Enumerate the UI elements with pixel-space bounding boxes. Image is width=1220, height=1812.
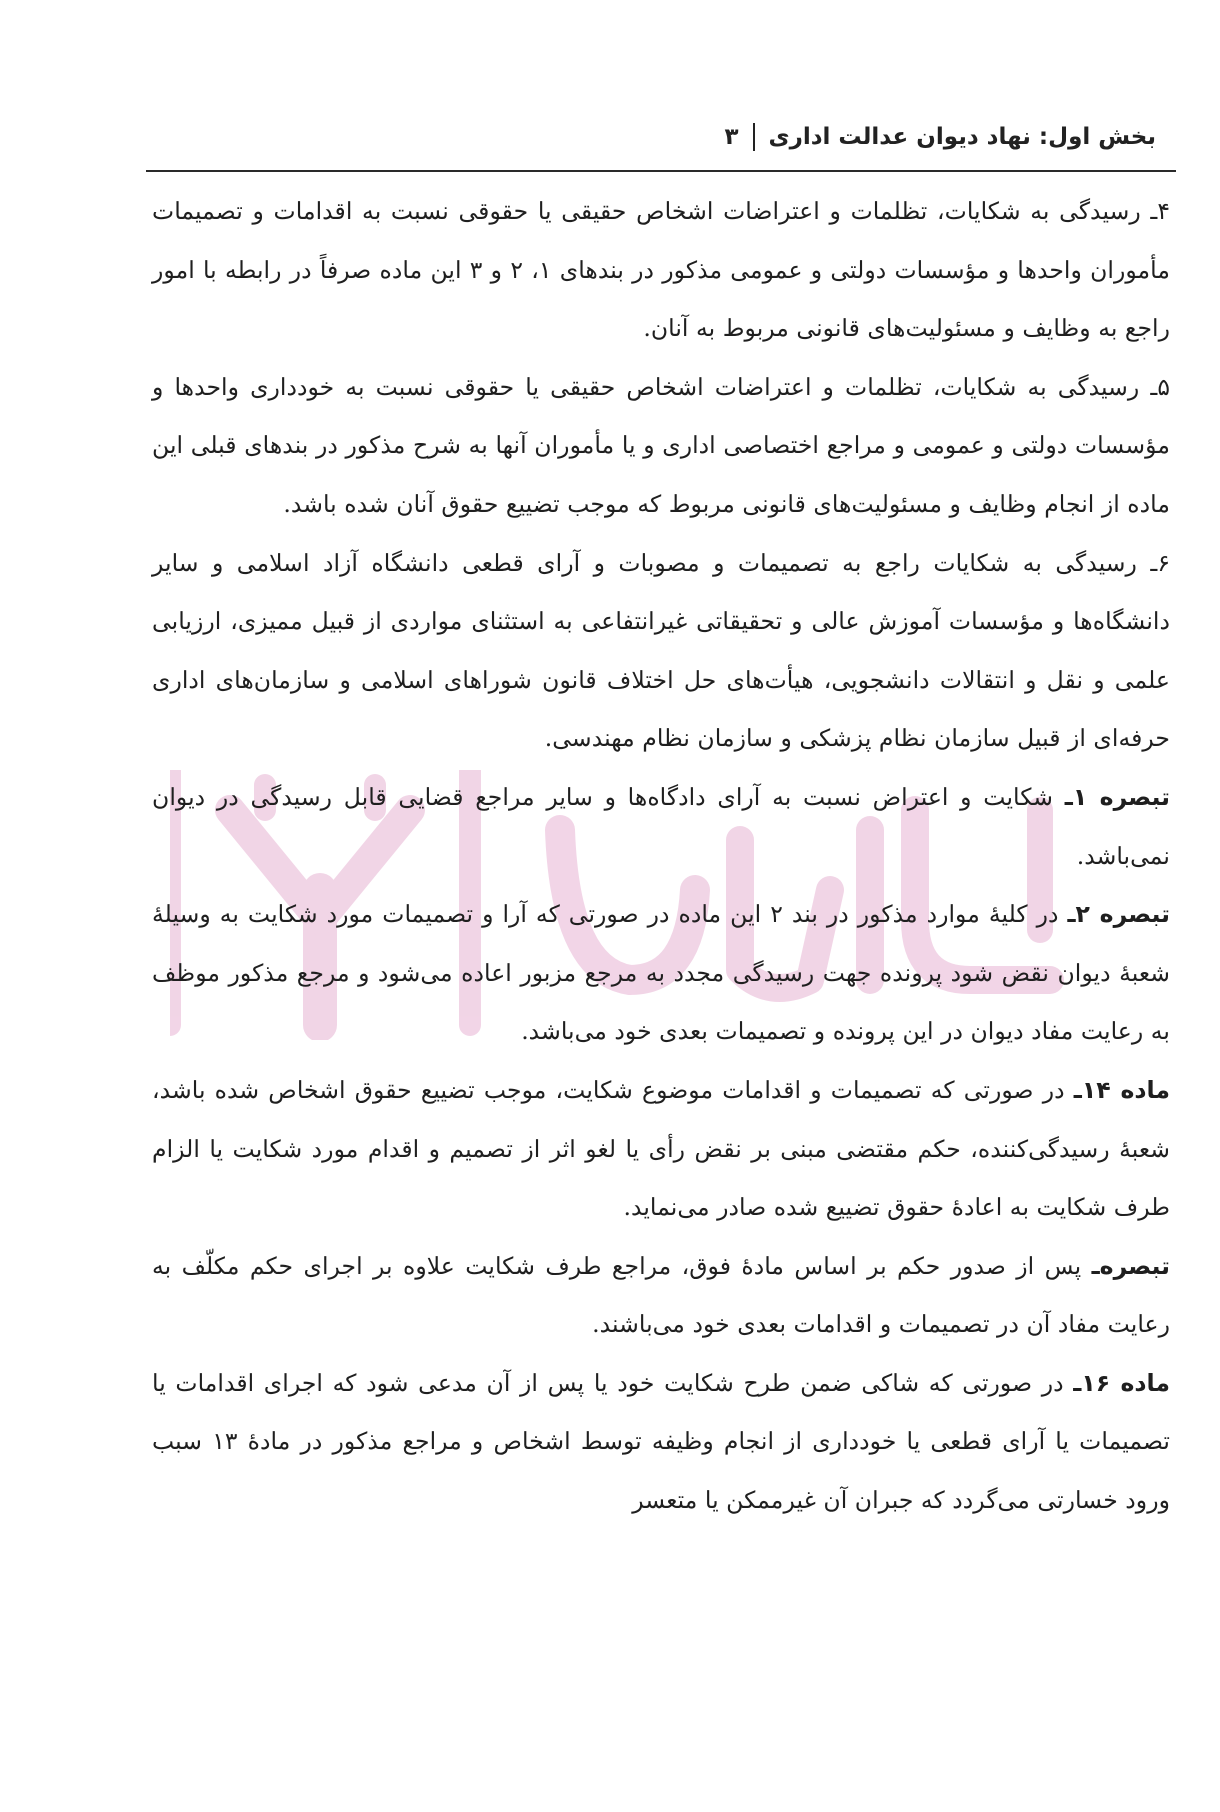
paragraph-article-14 bbox=[152, 1061, 1170, 1237]
section-title: بخش اول: نهاد دیوان عدالت اداری bbox=[768, 124, 1156, 150]
header-separator bbox=[753, 123, 755, 151]
paragraph-lead: تبصره ۱ـ bbox=[1064, 782, 1170, 811]
paragraph-note-1 bbox=[152, 768, 1170, 885]
paragraph-text: در صورتی که تصمیمات و اقدامات موضوع شکایت، موجب تضییع حقوق اشخاص شده باشد، شعبهٔ رسیدگی‌کننده، حکم مقتضی مبنی بر نقض رأی یا لغو اثر از تصمیم و اقدام مورد شکایت یا الزام طرف شکایت به اعادهٔ حقوق تضییع شده صادر می‌نماید. bbox=[152, 1075, 1170, 1222]
header-content bbox=[724, 122, 1156, 152]
paragraph-note bbox=[152, 1237, 1170, 1354]
paragraph-note-2 bbox=[152, 885, 1170, 1061]
paragraph-text: پس از صدور حکم بر اساس مادهٔ فوق، مراجع طرف شکایت علاوه بر اجرای حکم مکلّف به رعایت مفاد آن در تصمیمات و اقدامات بعدی خود می‌باشند. bbox=[152, 1251, 1170, 1339]
paragraph-text: در کلیهٔ موارد مذکور در بند ۲ این ماده در صورتی که آرا و تصمیمات مورد شکایت به وسیلهٔ شعبهٔ دیوان نقض شود پرونده جهت رسیدگی مجدد به مرجع مزبور اعاده می‌شود و مرجع مذکور موظف به رعایت مفاد دیوان در این پرونده و تصمیمات بعدی خود می‌باشد. bbox=[152, 900, 1170, 1046]
paragraph-text: در صورتی که شاکی ضمن طرح شکایت خود یا پس از آن مدعی شود که اجرای اقدامات یا تصمیمات یا آرای قطعی یا خودداری از انجام وظیفه توسط اشخاص و مراجع مذکور در مادهٔ ۱۳ سبب ورود خسارتی می‌گردد که جبران آن غیرممکن یا متعسر bbox=[152, 1368, 1170, 1515]
paragraph-clause-4 bbox=[152, 182, 1170, 358]
paragraph-clause-5 bbox=[152, 358, 1170, 534]
paragraph-text: ۶ـ رسیدگی به شکایات راجع به تصمیمات و مصوبات و آرای قطعی دانشگاه آزاد اسلامی و سایر دانشگاه‌ها و مؤسسات آموزش عالی و تحقیقاتی غیرانتفاعی به استثنای مواردی از قبیل ممیزی، ارزیابی علمی و نقل و انتقالات دانشجویی، هیأت‌های حل اختلاف قانون شوراهای اسلامی و سازمان‌های اداری حرفه‌ای از قبیل سازمان نظام پزشکی و سازمان نظام مهندسی. bbox=[152, 548, 1170, 753]
paragraph-article-16 bbox=[152, 1354, 1170, 1530]
paragraph-text: شکایت و اعتراض نسبت به آرای دادگاه‌ها و سایر مراجع قضایی قابل رسیدگی در دیوان نمی‌باشد. bbox=[152, 782, 1170, 870]
running-header bbox=[146, 118, 1176, 172]
paragraph-text: ۴ـ رسیدگی به شکایات، تظلمات و اعتراضات اشخاص حقیقی یا حقوقی نسبت به اقدامات و تصمیمات مأموران واحدها و مؤسسات دولتی و عمومی مذکور در بندهای ۱، ۲ و ۳ این ماده صرفاً در رابطه با امور راجع به وظایف و مسئولیت‌های قانونی مربوط به آنان. bbox=[152, 197, 1171, 343]
page-number: ۳ bbox=[724, 124, 739, 150]
paragraph-lead: تبصره ۲ـ bbox=[1067, 900, 1170, 929]
body-text bbox=[152, 182, 1170, 1530]
paragraph-lead: ماده ۱۴ـ bbox=[1073, 1075, 1171, 1104]
paragraph-clause-6 bbox=[152, 534, 1170, 768]
paragraph-lead: ماده ۱۶ـ bbox=[1073, 1368, 1171, 1397]
paragraph-text: ۵ـ رسیدگی به شکایات، تظلمات و اعتراضات اشخاص حقیقی یا حقوقی نسبت به خودداری واحدها و مؤسسات دولتی و عمومی و مراجع اختصاصی اداری و یا مأموران آنها به شرح مذکور در بندهای قبلی این ماده از انجام وظایف و مسئولیت‌های قانونی مربوط که موجب تضییع حقوق آنان شده باشد. bbox=[152, 372, 1170, 518]
paragraph-lead: تبصره‌ـ bbox=[1091, 1251, 1170, 1280]
